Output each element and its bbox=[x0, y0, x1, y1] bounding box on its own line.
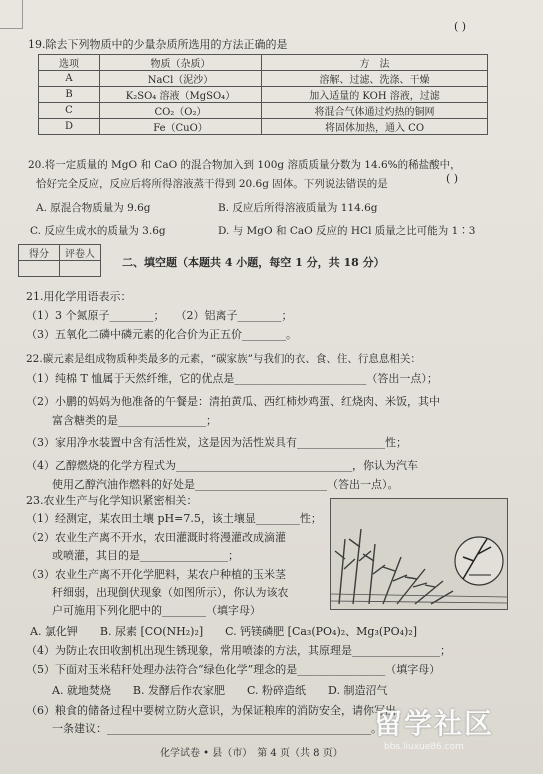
page-footer: 化学试卷 • 县（市） 第 4 页（共 8 页） bbox=[160, 748, 343, 759]
q20-option-b: B. 反应后所得溶液质量为 114.6g bbox=[218, 202, 378, 214]
q23-part6-line1: （6）粮食的储备过程中要树立防火意识，为保证粮库的消防安全，请你写出 bbox=[26, 704, 396, 717]
q19-options-table bbox=[38, 54, 488, 135]
table-cell: 溶解、过滤、洗涤、干燥 bbox=[262, 71, 488, 87]
table-header-cell: 选项 bbox=[39, 55, 100, 71]
q22-part1: （1）纯棉 T 恤属于天然纤维，它的优点是________________________（答出一点）； bbox=[26, 372, 438, 385]
table-row bbox=[39, 71, 488, 87]
corn-lodging-illustration bbox=[331, 499, 507, 609]
table-header-cell: 方 法 bbox=[262, 55, 488, 71]
table-cell: D bbox=[39, 119, 100, 135]
score-label: 得分 bbox=[19, 245, 60, 261]
q18-answer-paren: ( ) bbox=[454, 20, 467, 33]
score-cell bbox=[19, 261, 60, 277]
score-box bbox=[18, 244, 101, 277]
table-cell: A bbox=[39, 71, 100, 87]
q21-stem: 21.用化学用语表示： bbox=[26, 290, 132, 303]
table-header-cell: 物质（杂质） bbox=[100, 55, 262, 71]
table-cell: C bbox=[39, 103, 100, 119]
table-cell: Fe（CuO） bbox=[100, 119, 262, 135]
watermark-text: 留学社区 bbox=[374, 707, 495, 740]
corn-field-figure bbox=[330, 498, 508, 610]
table-cell: 将固体加热，通入 CO bbox=[262, 119, 488, 135]
q22-part3: （3）家用净水装置中含有活性炭，这是因为活性炭具有________________性； bbox=[26, 436, 407, 449]
grader-cell bbox=[60, 261, 101, 277]
q23-part2-line1: （2）农业生产离不开水，农田灌溉时将漫灌改成滴灌 bbox=[26, 531, 286, 544]
q23-part3-line2: 秆细弱，出现倒伏现象（如图所示），你认为该农 bbox=[52, 586, 289, 599]
table-cell: NaCl（泥沙） bbox=[100, 71, 262, 87]
table-row bbox=[39, 103, 488, 119]
q22-part2-line1: （2）小鹏的妈妈为他准备的午餐是：清拍黄瓜、西红柿炒鸡蛋、红烧肉、米饭，其中 bbox=[26, 395, 440, 408]
q23-part4: （4）为防止农田收割机出现生锈现象，常用喷漆的方法，其原理是________________； bbox=[26, 644, 451, 657]
q20-option-a: A. 原混合物质量为 9.6g bbox=[36, 202, 151, 214]
watermark-url: bbs.liuxue86.com bbox=[384, 742, 464, 752]
table-cell: 加入适量的 KOH 溶液，过滤 bbox=[262, 87, 488, 103]
q22-part4-line1: （4）乙醇燃烧的化学方程式为________________________________，你认为汽车 bbox=[26, 459, 418, 472]
q23-part5-options: A. 就地焚烧 B. 发酵后作农家肥 C. 粉碎造纸 D. 制造沼气 bbox=[52, 684, 388, 697]
q22-stem: 22.碳元素是组成物质种类最多的元素，“碳家族”与我们的衣、食、住、行息息相关： bbox=[26, 353, 421, 365]
table-row bbox=[39, 119, 488, 135]
q23-part3-options: A. 氯化钾 B. 尿素 [CO(NH₂)₂] C. 钙镁磷肥 [Ca₃(PO₄)₂、Mg₃(PO₄)₂] bbox=[30, 625, 417, 638]
q23-part3-line1: （3）农业生产离不开化学肥料，某农户种植的玉米茎 bbox=[26, 568, 286, 581]
section-2-heading: 二、填空题（本题共 4 小题，每空 1 分，共 18 分） bbox=[122, 256, 385, 269]
q23-part2-line2: 或喷灌，其目的是________________； bbox=[52, 549, 239, 562]
table-cell: K₂SO₄ 溶液（MgSO₄） bbox=[100, 87, 262, 103]
q20-option-d: D. 与 MgO 和 CaO 反应的 HCl 质量之比可能为 1∶3 bbox=[218, 225, 476, 237]
table-row bbox=[39, 87, 488, 103]
q21-part3: （3）五氧化二磷中磷元素的化合价为正五价________。 bbox=[26, 328, 297, 341]
table-cell: B bbox=[39, 87, 100, 103]
table-header-row bbox=[39, 55, 488, 71]
q23-part5: （5）下面对玉米秸秆处理办法符合“绿色化学”理念的是________________（填字母） bbox=[26, 663, 441, 676]
q22-part2-line2: 富含糖类的是________________； bbox=[52, 414, 217, 427]
q22-part4-line2: 使用乙醇汽油作燃料的好处是________________________（答出一点）。 bbox=[52, 478, 399, 491]
grader-label: 评卷人 bbox=[60, 245, 101, 261]
watermark-logo bbox=[368, 700, 538, 740]
q23-part3-line3: 户可施用下列化肥中的________（填字母） bbox=[52, 604, 261, 617]
q20-answer-paren: ( ) bbox=[446, 172, 459, 185]
table-cell: CO₂（O₂） bbox=[100, 103, 262, 119]
q20-stem-line2: 恰好完全反应，反应后将所得溶液蒸干得到 20.6g 固体。下列说法错误的是 bbox=[36, 178, 388, 190]
q19-stem: 19.除去下列物质中的少量杂质所选用的方法正确的是 bbox=[28, 38, 288, 51]
page-corner-margin bbox=[0, 0, 23, 29]
q23-part1: （1）经测定，某农田土壤 pH=7.5，该土壤显________性； bbox=[26, 512, 322, 525]
q23-part6-line2: 一条建议：________________________________________________。 bbox=[52, 722, 382, 735]
q20-option-c: C. 反应生成水的质量为 3.6g bbox=[30, 225, 166, 237]
table-cell: 将混合气体通过灼热的铜网 bbox=[262, 103, 488, 119]
q21-part1-2: （1）3 个氮原子________； （2）铝离子________； bbox=[26, 309, 293, 322]
q23-stem: 23.农业生产与化学知识紧密相关： bbox=[26, 494, 198, 507]
q20-stem-line1: 20.将一定质量的 MgO 和 CaO 的混合物加入到 100g 溶质质量分数为 14.6%的稀盐酸中， bbox=[28, 159, 461, 171]
